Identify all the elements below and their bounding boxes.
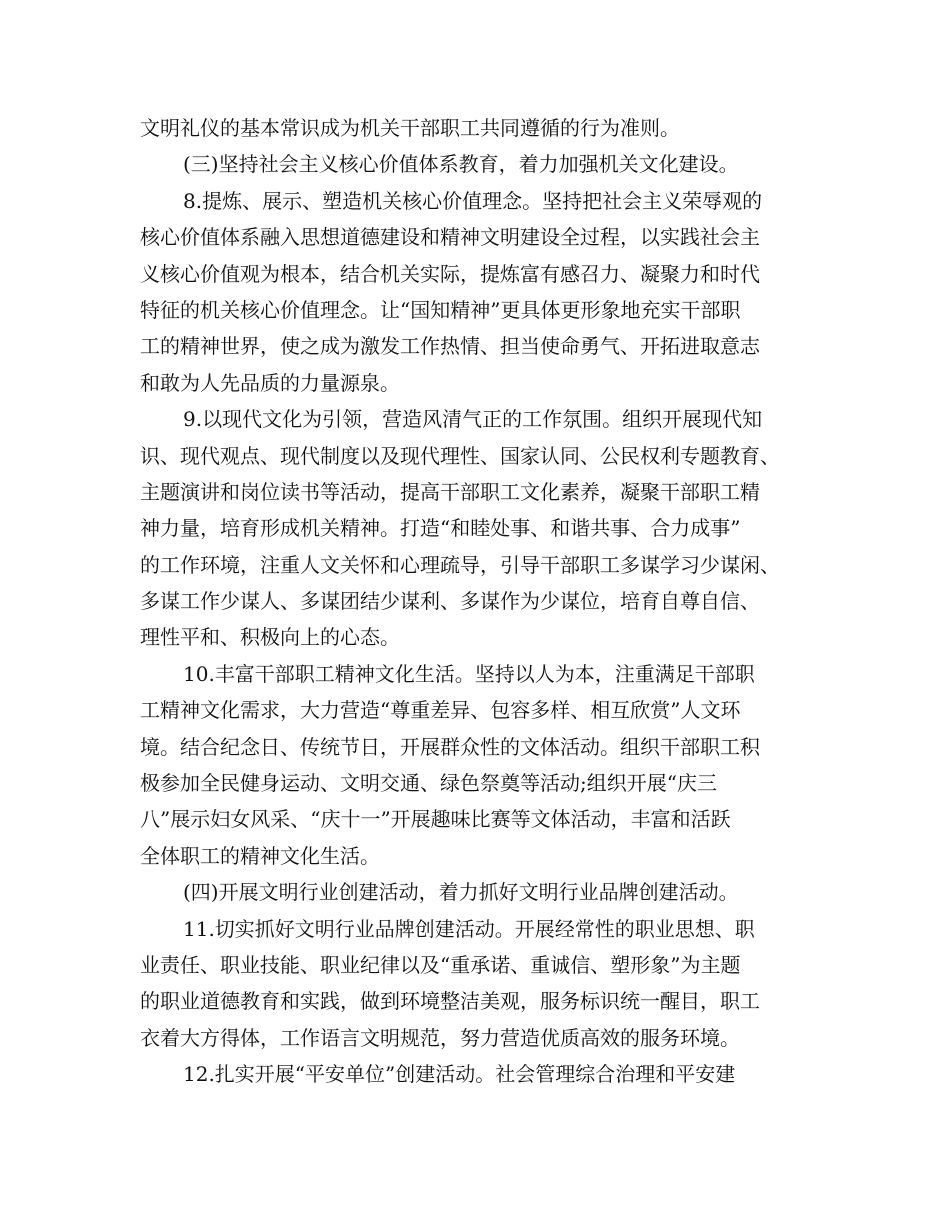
text-line: 极参加全民健身运动、文明交通、绿色祭奠等活动;组织开展“庆三 — [140, 771, 717, 796]
text-line: 衣着大方得体，工作语言文明规范，努力营造优质高效的服务环境。 — [140, 1025, 740, 1050]
text-line: 核心价值体系融入思想道德建设和精神文明建设全过程，以实践社会主 — [140, 225, 760, 250]
text-line: 12.扎实开展“平安单位”创建活动。社会管理综合治理和平安建 — [183, 1062, 736, 1087]
text-line: 工的精神世界，使之成为激发工作热情、担当使命勇气、开拓进取意志 — [140, 334, 760, 359]
text-line: 多谋工作少谋人、多谋团结少谋利、多谋作为少谋位，培育自尊自信、 — [140, 589, 760, 614]
text-line: 神力量，培育形成机关精神。打造“和睦处事、和谐共事、合力成事” — [140, 516, 741, 541]
text-line: 八”展示妇女风采、“庆十一”开展趣味比赛等文体活动，丰富和活跃 — [140, 807, 731, 832]
text-line: 和敢为人先品质的力量源泉。 — [140, 370, 400, 395]
text-line: (四)开展文明行业创建活动，着力抓好文明行业品牌创建活动。 — [183, 880, 739, 905]
text-line: 10.丰富干部职工精神文化生活。坚持以人为本，注重满足干部职 — [183, 661, 755, 686]
text-line: 业责任、职业技能、职业纪律以及“重承诺、重诚信、塑形象”为主题 — [140, 952, 741, 977]
text-line: 的工作环境，注重人文关怀和心理疏导，引导干部职工多谋学习少谋闲、 — [140, 552, 780, 577]
text-line: 文明礼仪的基本常识成为机关干部职工共同遵循的行为准则。 — [140, 116, 680, 140]
document-body — [140, 110, 820, 1093]
text-line: 8.提炼、展示、塑造机关核心价值理念。坚持把社会主义荣辱观的 — [183, 188, 763, 213]
text-line: 全体职工的精神文化生活。 — [140, 843, 380, 868]
text-line: (三)坚持社会主义核心价值体系教育，着力加强机关文化建设。 — [183, 152, 739, 177]
text-line: 义核心价值观为根本，结合机关实际，提炼富有感召力、凝聚力和时代 — [140, 261, 760, 286]
text-line: 的职业道德教育和实践，做到环境整洁美观，服务标识统一醒目，职工 — [140, 989, 760, 1014]
text-line: 9.以现代文化为引领，营造风清气正的工作氛围。组织开展现代知 — [183, 407, 763, 432]
text-line: 11.切实抓好文明行业品牌创建活动。开展经常性的职业思想、职 — [183, 916, 755, 941]
text-line: 特征的机关核心价值理念。让“国知精神”更具体更形象地充实干部职 — [140, 297, 741, 322]
text-line: 主题演讲和岗位读书等活动，提高干部职工文化素养，凝聚干部职工精 — [140, 479, 760, 504]
text-line: 境。结合纪念日、传统节日，开展群众性的文体活动。组织干部职工积 — [140, 734, 760, 759]
text-line: 识、现代观点、现代制度以及现代理性、国家认同、公民权利专题教育、 — [140, 443, 780, 468]
text-line: 理性平和、积极向上的心态。 — [140, 625, 400, 650]
text-line: 工精神文化需求，大力营造“尊重差异、包容多样、相互欣赏”人文环 — [140, 698, 741, 723]
